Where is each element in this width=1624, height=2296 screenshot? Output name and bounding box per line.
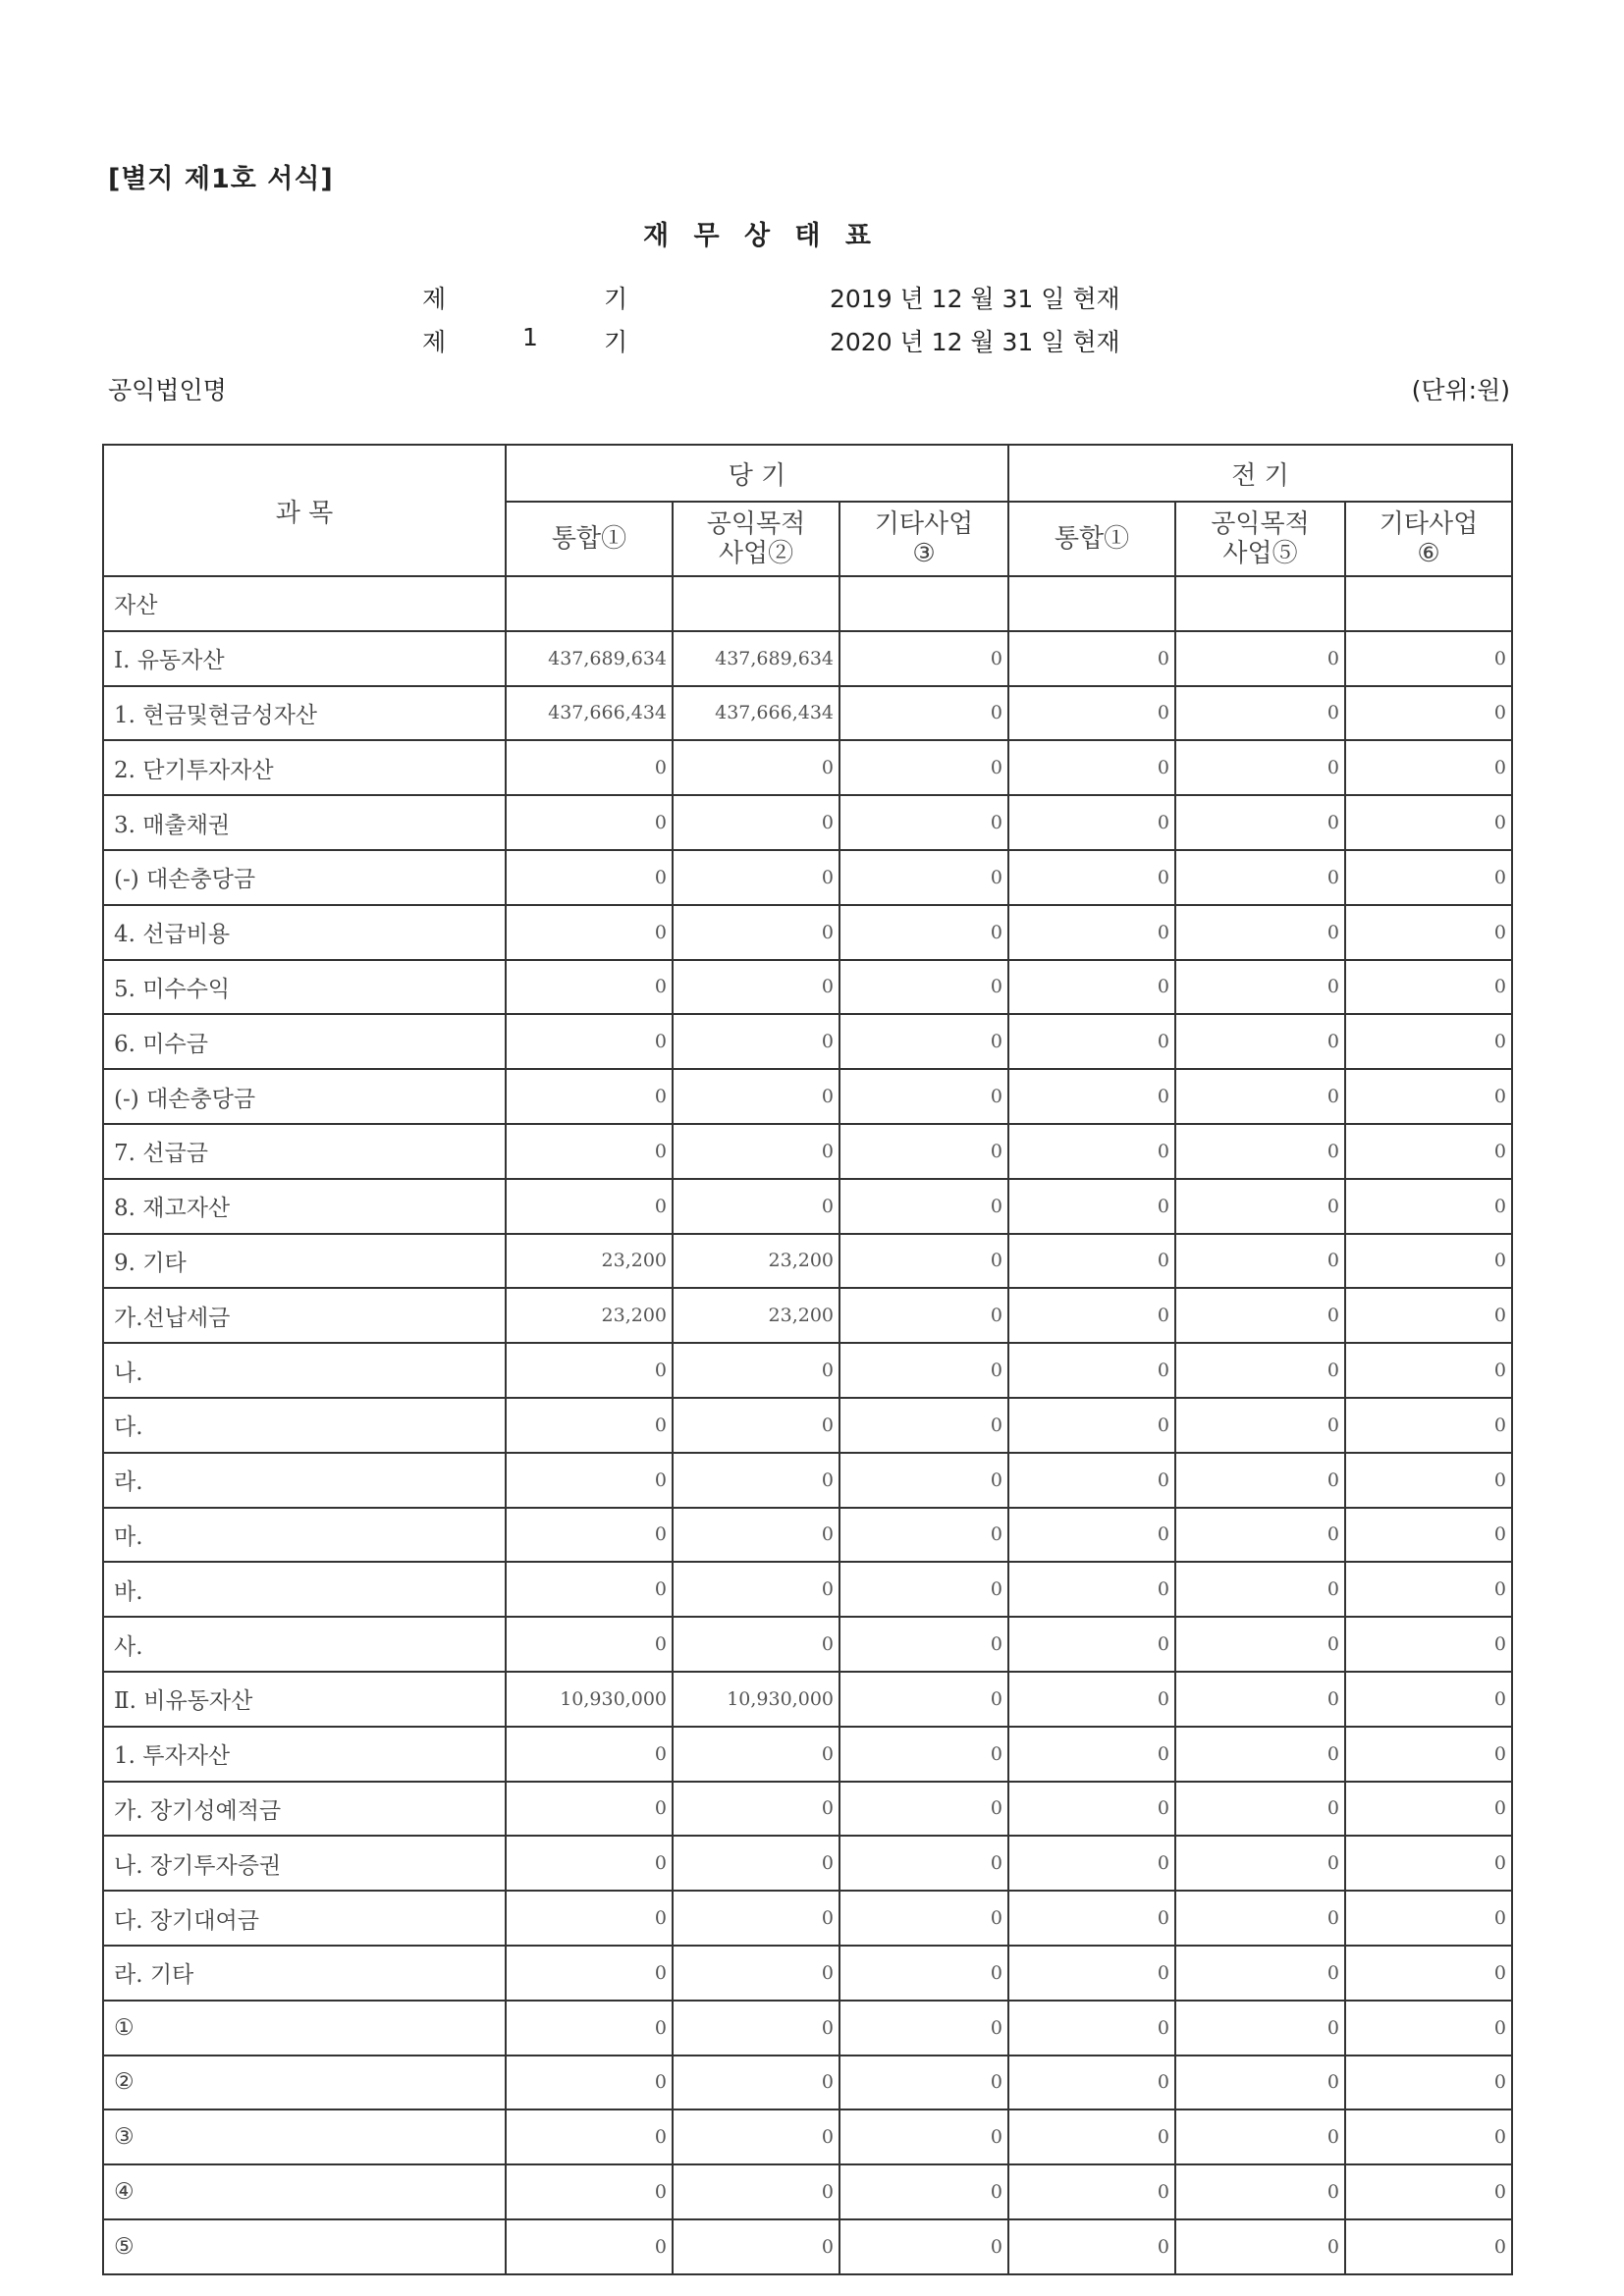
row-label: 4. 선급비용: [103, 905, 506, 960]
amount-cell: 0: [1175, 1124, 1345, 1179]
table-row: [103, 850, 1512, 905]
amount-cell: 0: [839, 686, 1008, 741]
amount-cell: 0: [673, 1617, 839, 1672]
period-je: 제: [422, 328, 447, 356]
amount-cell: [1008, 576, 1175, 631]
amount-cell: 0: [506, 2164, 673, 2219]
amount-cell: 0: [1175, 631, 1345, 686]
amount-cell: 0: [506, 1617, 673, 1672]
amount-cell: 0: [1175, 2164, 1345, 2219]
table-row: [103, 1672, 1512, 1727]
unit-label: (단위:원): [1411, 376, 1510, 404]
amount-cell: 0: [839, 740, 1008, 795]
row-label: 다.: [103, 1398, 506, 1453]
amount-cell: 0: [1345, 2109, 1512, 2164]
amount-cell: 0: [673, 960, 839, 1015]
table-row: [103, 1782, 1512, 1837]
amount-cell: 0: [506, 960, 673, 1015]
amount-cell: 0: [506, 1398, 673, 1453]
amount-cell: 437,666,434: [673, 686, 839, 741]
table-row: [103, 740, 1512, 795]
table-row: [103, 2219, 1512, 2274]
row-label: 나. 장기투자증권: [103, 1836, 506, 1891]
amount-cell: 0: [506, 905, 673, 960]
amount-cell: 0: [1345, 2056, 1512, 2110]
table-row: [103, 1288, 1512, 1343]
amount-cell: 0: [1345, 2219, 1512, 2274]
table-row: [103, 1069, 1512, 1124]
amount-cell: 0: [506, 2219, 673, 2274]
table-row: [103, 1727, 1512, 1782]
amount-cell: 0: [1175, 1014, 1345, 1069]
amount-cell: 0: [506, 2001, 673, 2056]
table-row: [103, 1836, 1512, 1891]
amount-cell: 0: [1345, 1453, 1512, 1508]
amount-cell: 0: [1345, 1836, 1512, 1891]
subject-header: 과 목: [103, 445, 506, 576]
amount-cell: 0: [673, 1891, 839, 1946]
amount-cell: 0: [839, 1562, 1008, 1617]
amount-cell: 0: [1175, 850, 1345, 905]
amount-cell: 0: [673, 1946, 839, 2001]
balance-sheet-table: [102, 444, 1513, 2275]
amount-cell: 0: [839, 2001, 1008, 2056]
amount-cell: 0: [1175, 1946, 1345, 2001]
amount-cell: 0: [1175, 960, 1345, 1015]
row-label: 자산: [103, 576, 506, 631]
table-row: [103, 2001, 1512, 2056]
amount-cell: 0: [1345, 1069, 1512, 1124]
amount-cell: 0: [1008, 1343, 1175, 1398]
amount-cell: 0: [506, 1782, 673, 1837]
amount-cell: 0: [839, 1946, 1008, 2001]
amount-cell: 0: [839, 960, 1008, 1015]
amount-cell: 0: [839, 1891, 1008, 1946]
row-label: 마.: [103, 1508, 506, 1563]
amount-cell: 0: [1008, 2164, 1175, 2219]
amount-cell: 0: [1008, 1014, 1175, 1069]
row-label: 라.: [103, 1453, 506, 1508]
amount-cell: 0: [1345, 1946, 1512, 2001]
row-label: 8. 재고자산: [103, 1179, 506, 1234]
amount-cell: 0: [839, 1343, 1008, 1398]
amount-cell: 0: [839, 1617, 1008, 1672]
amount-cell: 0: [1345, 1398, 1512, 1453]
amount-cell: 0: [506, 1014, 673, 1069]
row-label: Ⅰ. 유동자산: [103, 631, 506, 686]
amount-cell: 0: [673, 1836, 839, 1891]
amount-cell: 0: [506, 2109, 673, 2164]
table-row: [103, 2164, 1512, 2219]
amount-cell: [839, 576, 1008, 631]
amount-cell: 0: [1175, 2109, 1345, 2164]
form-number: [별지 제1호 서식]: [108, 164, 334, 194]
amount-cell: 437,689,634: [673, 631, 839, 686]
amount-cell: 0: [1175, 686, 1345, 741]
amount-cell: 0: [839, 1672, 1008, 1727]
amount-cell: 0: [1008, 1562, 1175, 1617]
amount-cell: 0: [1175, 1398, 1345, 1453]
table-row: [103, 686, 1512, 741]
amount-cell: 0: [673, 1562, 839, 1617]
amount-cell: 0: [673, 1453, 839, 1508]
amount-cell: 0: [1008, 1179, 1175, 1234]
period-je: 제: [422, 285, 447, 313]
amount-cell: 0: [1345, 1288, 1512, 1343]
row-label: 가. 장기성예적금: [103, 1782, 506, 1837]
amount-cell: 0: [839, 1782, 1008, 1837]
row-label: 사.: [103, 1617, 506, 1672]
amount-cell: 0: [1008, 686, 1175, 741]
amount-cell: 0: [1345, 1234, 1512, 1289]
amount-cell: 0: [1345, 1014, 1512, 1069]
amount-cell: 0: [1175, 1179, 1345, 1234]
amount-cell: 0: [1345, 960, 1512, 1015]
amount-cell: 0: [1175, 1288, 1345, 1343]
row-label: 다. 장기대여금: [103, 1891, 506, 1946]
amount-cell: 0: [839, 2056, 1008, 2110]
amount-cell: 0: [673, 1179, 839, 1234]
amount-cell: 0: [673, 2001, 839, 2056]
amount-cell: 0: [839, 2164, 1008, 2219]
amount-cell: 0: [839, 631, 1008, 686]
amount-cell: 0: [839, 795, 1008, 850]
amount-cell: 0: [1175, 1836, 1345, 1891]
amount-cell: 0: [1008, 1234, 1175, 1289]
amount-cell: 0: [839, 1836, 1008, 1891]
amount-cell: 23,200: [673, 1234, 839, 1289]
row-label: 1. 투자자산: [103, 1727, 506, 1782]
row-label: Ⅱ. 비유동자산: [103, 1672, 506, 1727]
table-row: [103, 1179, 1512, 1234]
amount-cell: 0: [506, 1727, 673, 1782]
amount-cell: 0: [673, 740, 839, 795]
table-row: [103, 1891, 1512, 1946]
table-row: [103, 576, 1512, 631]
table-row: [103, 905, 1512, 960]
row-label: 6. 미수금: [103, 1014, 506, 1069]
amount-cell: 0: [1175, 1562, 1345, 1617]
table-row: [103, 795, 1512, 850]
amount-cell: 0: [1008, 1727, 1175, 1782]
table-row: [103, 1014, 1512, 1069]
row-label: 바.: [103, 1562, 506, 1617]
amount-cell: 0: [1175, 905, 1345, 960]
amount-cell: 0: [839, 905, 1008, 960]
amount-cell: 0: [1008, 1398, 1175, 1453]
table-row: [103, 1453, 1512, 1508]
table-row: [103, 1343, 1512, 1398]
row-label: (-) 대손충당금: [103, 850, 506, 905]
amount-cell: 0: [1008, 1836, 1175, 1891]
amount-cell: 0: [673, 2219, 839, 2274]
document-title: 재 무 상 태 표: [642, 221, 879, 251]
amount-cell: 0: [1175, 2056, 1345, 2110]
amount-cell: 0: [1345, 905, 1512, 960]
amount-cell: 0: [673, 1398, 839, 1453]
amount-cell: [673, 576, 839, 631]
amount-cell: 0: [1345, 1672, 1512, 1727]
amount-cell: 0: [839, 1727, 1008, 1782]
table-row: [103, 1617, 1512, 1672]
prior-other-business-header: 기타사업 ⑥: [1345, 502, 1512, 576]
row-label: ④: [103, 2164, 506, 2219]
amount-cell: 0: [1175, 1617, 1345, 1672]
amount-cell: 0: [1008, 1946, 1175, 2001]
row-label: 9. 기타: [103, 1234, 506, 1289]
table-row: [103, 1398, 1512, 1453]
amount-cell: 0: [1345, 1508, 1512, 1563]
amount-cell: 23,200: [506, 1288, 673, 1343]
amount-cell: 0: [506, 850, 673, 905]
amount-cell: 0: [839, 850, 1008, 905]
amount-cell: 0: [839, 1179, 1008, 1234]
row-label: ①: [103, 2001, 506, 2056]
amount-cell: 0: [1345, 795, 1512, 850]
amount-cell: 0: [1345, 1617, 1512, 1672]
amount-cell: 0: [1175, 1453, 1345, 1508]
period-gi: 기: [604, 328, 628, 356]
amount-cell: 0: [1008, 1617, 1175, 1672]
amount-cell: 0: [1008, 795, 1175, 850]
row-label: ②: [103, 2056, 506, 2110]
amount-cell: 0: [1008, 960, 1175, 1015]
amount-cell: 0: [506, 1946, 673, 2001]
amount-cell: 0: [1345, 1562, 1512, 1617]
row-label: ③: [103, 2109, 506, 2164]
table-row: [103, 631, 1512, 686]
amount-cell: 0: [506, 1508, 673, 1563]
amount-cell: 0: [1345, 2164, 1512, 2219]
amount-cell: 0: [1175, 2219, 1345, 2274]
current-period-header: 당 기: [506, 445, 1008, 502]
amount-cell: 0: [506, 1124, 673, 1179]
table-row: [103, 960, 1512, 1015]
amount-cell: 0: [1345, 631, 1512, 686]
amount-cell: 0: [506, 2056, 673, 2110]
amount-cell: 0: [1008, 1124, 1175, 1179]
prior-integrated-header: 통합①: [1008, 502, 1175, 576]
amount-cell: 0: [506, 1343, 673, 1398]
row-label: ⑤: [103, 2219, 506, 2274]
amount-cell: 0: [1008, 1069, 1175, 1124]
amount-cell: 0: [1175, 2001, 1345, 2056]
amount-cell: 0: [1008, 1288, 1175, 1343]
amount-cell: 0: [506, 1891, 673, 1946]
amount-cell: 0: [839, 1124, 1008, 1179]
amount-cell: 0: [839, 1069, 1008, 1124]
amount-cell: 0: [839, 1453, 1008, 1508]
amount-cell: 0: [673, 1727, 839, 1782]
amount-cell: 0: [839, 1234, 1008, 1289]
amount-cell: 0: [1008, 1782, 1175, 1837]
amount-cell: 437,666,434: [506, 686, 673, 741]
amount-cell: 0: [1008, 740, 1175, 795]
amount-cell: 0: [1008, 1453, 1175, 1508]
amount-cell: 0: [1175, 740, 1345, 795]
table-row: [103, 1562, 1512, 1617]
amount-cell: 0: [1008, 1672, 1175, 1727]
current-integrated-header: 통합①: [506, 502, 673, 576]
amount-cell: 0: [1008, 2001, 1175, 2056]
amount-cell: 0: [1345, 740, 1512, 795]
amount-cell: 0: [1008, 2219, 1175, 2274]
table-row: [103, 1946, 1512, 2001]
table-row: [103, 1508, 1512, 1563]
amount-cell: 0: [1345, 1727, 1512, 1782]
row-label: 1. 현금및현금성자산: [103, 686, 506, 741]
table-row: [103, 2056, 1512, 2110]
amount-cell: 0: [1008, 1508, 1175, 1563]
amount-cell: 10,930,000: [506, 1672, 673, 1727]
row-label: 가.선납세금: [103, 1288, 506, 1343]
amount-cell: 0: [839, 1288, 1008, 1343]
amount-cell: 0: [839, 2219, 1008, 2274]
amount-cell: 0: [1008, 631, 1175, 686]
amount-cell: 0: [1008, 850, 1175, 905]
amount-cell: [506, 576, 673, 631]
amount-cell: [1175, 576, 1345, 631]
amount-cell: 0: [506, 1836, 673, 1891]
amount-cell: 0: [1345, 850, 1512, 905]
corporation-name-label: 공익법인명: [108, 376, 227, 404]
amount-cell: 0: [839, 1014, 1008, 1069]
amount-cell: 0: [673, 1014, 839, 1069]
row-label: 라. 기타: [103, 1946, 506, 2001]
amount-cell: 0: [673, 1124, 839, 1179]
amount-cell: 0: [839, 1508, 1008, 1563]
prior-period-header: 전 기: [1008, 445, 1512, 502]
amount-cell: 0: [673, 1069, 839, 1124]
amount-cell: 0: [673, 850, 839, 905]
amount-cell: 0: [673, 795, 839, 850]
period-gi: 기: [604, 285, 628, 313]
row-label: 5. 미수수익: [103, 960, 506, 1015]
row-label: (-) 대손충당금: [103, 1069, 506, 1124]
amount-cell: 0: [1175, 795, 1345, 850]
amount-cell: 0: [506, 795, 673, 850]
row-label: 3. 매출채권: [103, 795, 506, 850]
amount-cell: 0: [1345, 1124, 1512, 1179]
amount-cell: 0: [1175, 1891, 1345, 1946]
amount-cell: 0: [673, 1508, 839, 1563]
period-date: 2020 년 12 월 31 일 현재: [830, 328, 1120, 356]
amount-cell: 0: [1175, 1782, 1345, 1837]
amount-cell: 0: [1345, 686, 1512, 741]
current-public-purpose-header: 공익목적 사업②: [673, 502, 839, 576]
period-date: 2019 년 12 월 31 일 현재: [830, 285, 1120, 313]
amount-cell: 0: [1345, 1343, 1512, 1398]
table-row: [103, 2109, 1512, 2164]
amount-cell: 0: [506, 1453, 673, 1508]
amount-cell: 0: [1175, 1508, 1345, 1563]
amount-cell: 437,689,634: [506, 631, 673, 686]
amount-cell: 0: [506, 740, 673, 795]
amount-cell: [1345, 576, 1512, 631]
amount-cell: 0: [673, 2056, 839, 2110]
amount-cell: 0: [839, 2109, 1008, 2164]
amount-cell: 0: [673, 905, 839, 960]
amount-cell: 0: [1008, 1891, 1175, 1946]
amount-cell: 0: [506, 1069, 673, 1124]
period-number: 1: [522, 323, 538, 351]
amount-cell: 10,930,000: [673, 1672, 839, 1727]
table-row: [103, 1234, 1512, 1289]
amount-cell: 0: [506, 1179, 673, 1234]
amount-cell: 0: [839, 1398, 1008, 1453]
amount-cell: 0: [1175, 1672, 1345, 1727]
table-row: [103, 1124, 1512, 1179]
amount-cell: 0: [673, 1782, 839, 1837]
amount-cell: 0: [1008, 905, 1175, 960]
amount-cell: 0: [1175, 1234, 1345, 1289]
current-other-business-header: 기타사업 ③: [839, 502, 1008, 576]
amount-cell: 0: [1345, 1179, 1512, 1234]
row-label: 7. 선급금: [103, 1124, 506, 1179]
amount-cell: 0: [1345, 2001, 1512, 2056]
amount-cell: 0: [506, 1562, 673, 1617]
amount-cell: 0: [673, 1343, 839, 1398]
amount-cell: 0: [1345, 1891, 1512, 1946]
amount-cell: 23,200: [506, 1234, 673, 1289]
amount-cell: 0: [1345, 1782, 1512, 1837]
prior-public-purpose-header: 공익목적 사업⑤: [1175, 502, 1345, 576]
amount-cell: 23,200: [673, 1288, 839, 1343]
amount-cell: 0: [1175, 1727, 1345, 1782]
row-label: 나.: [103, 1343, 506, 1398]
amount-cell: 0: [1008, 2109, 1175, 2164]
row-label: 2. 단기투자자산: [103, 740, 506, 795]
amount-cell: 0: [673, 2109, 839, 2164]
amount-cell: 0: [1175, 1069, 1345, 1124]
amount-cell: 0: [1175, 1343, 1345, 1398]
amount-cell: 0: [1008, 2056, 1175, 2110]
amount-cell: 0: [673, 2164, 839, 2219]
